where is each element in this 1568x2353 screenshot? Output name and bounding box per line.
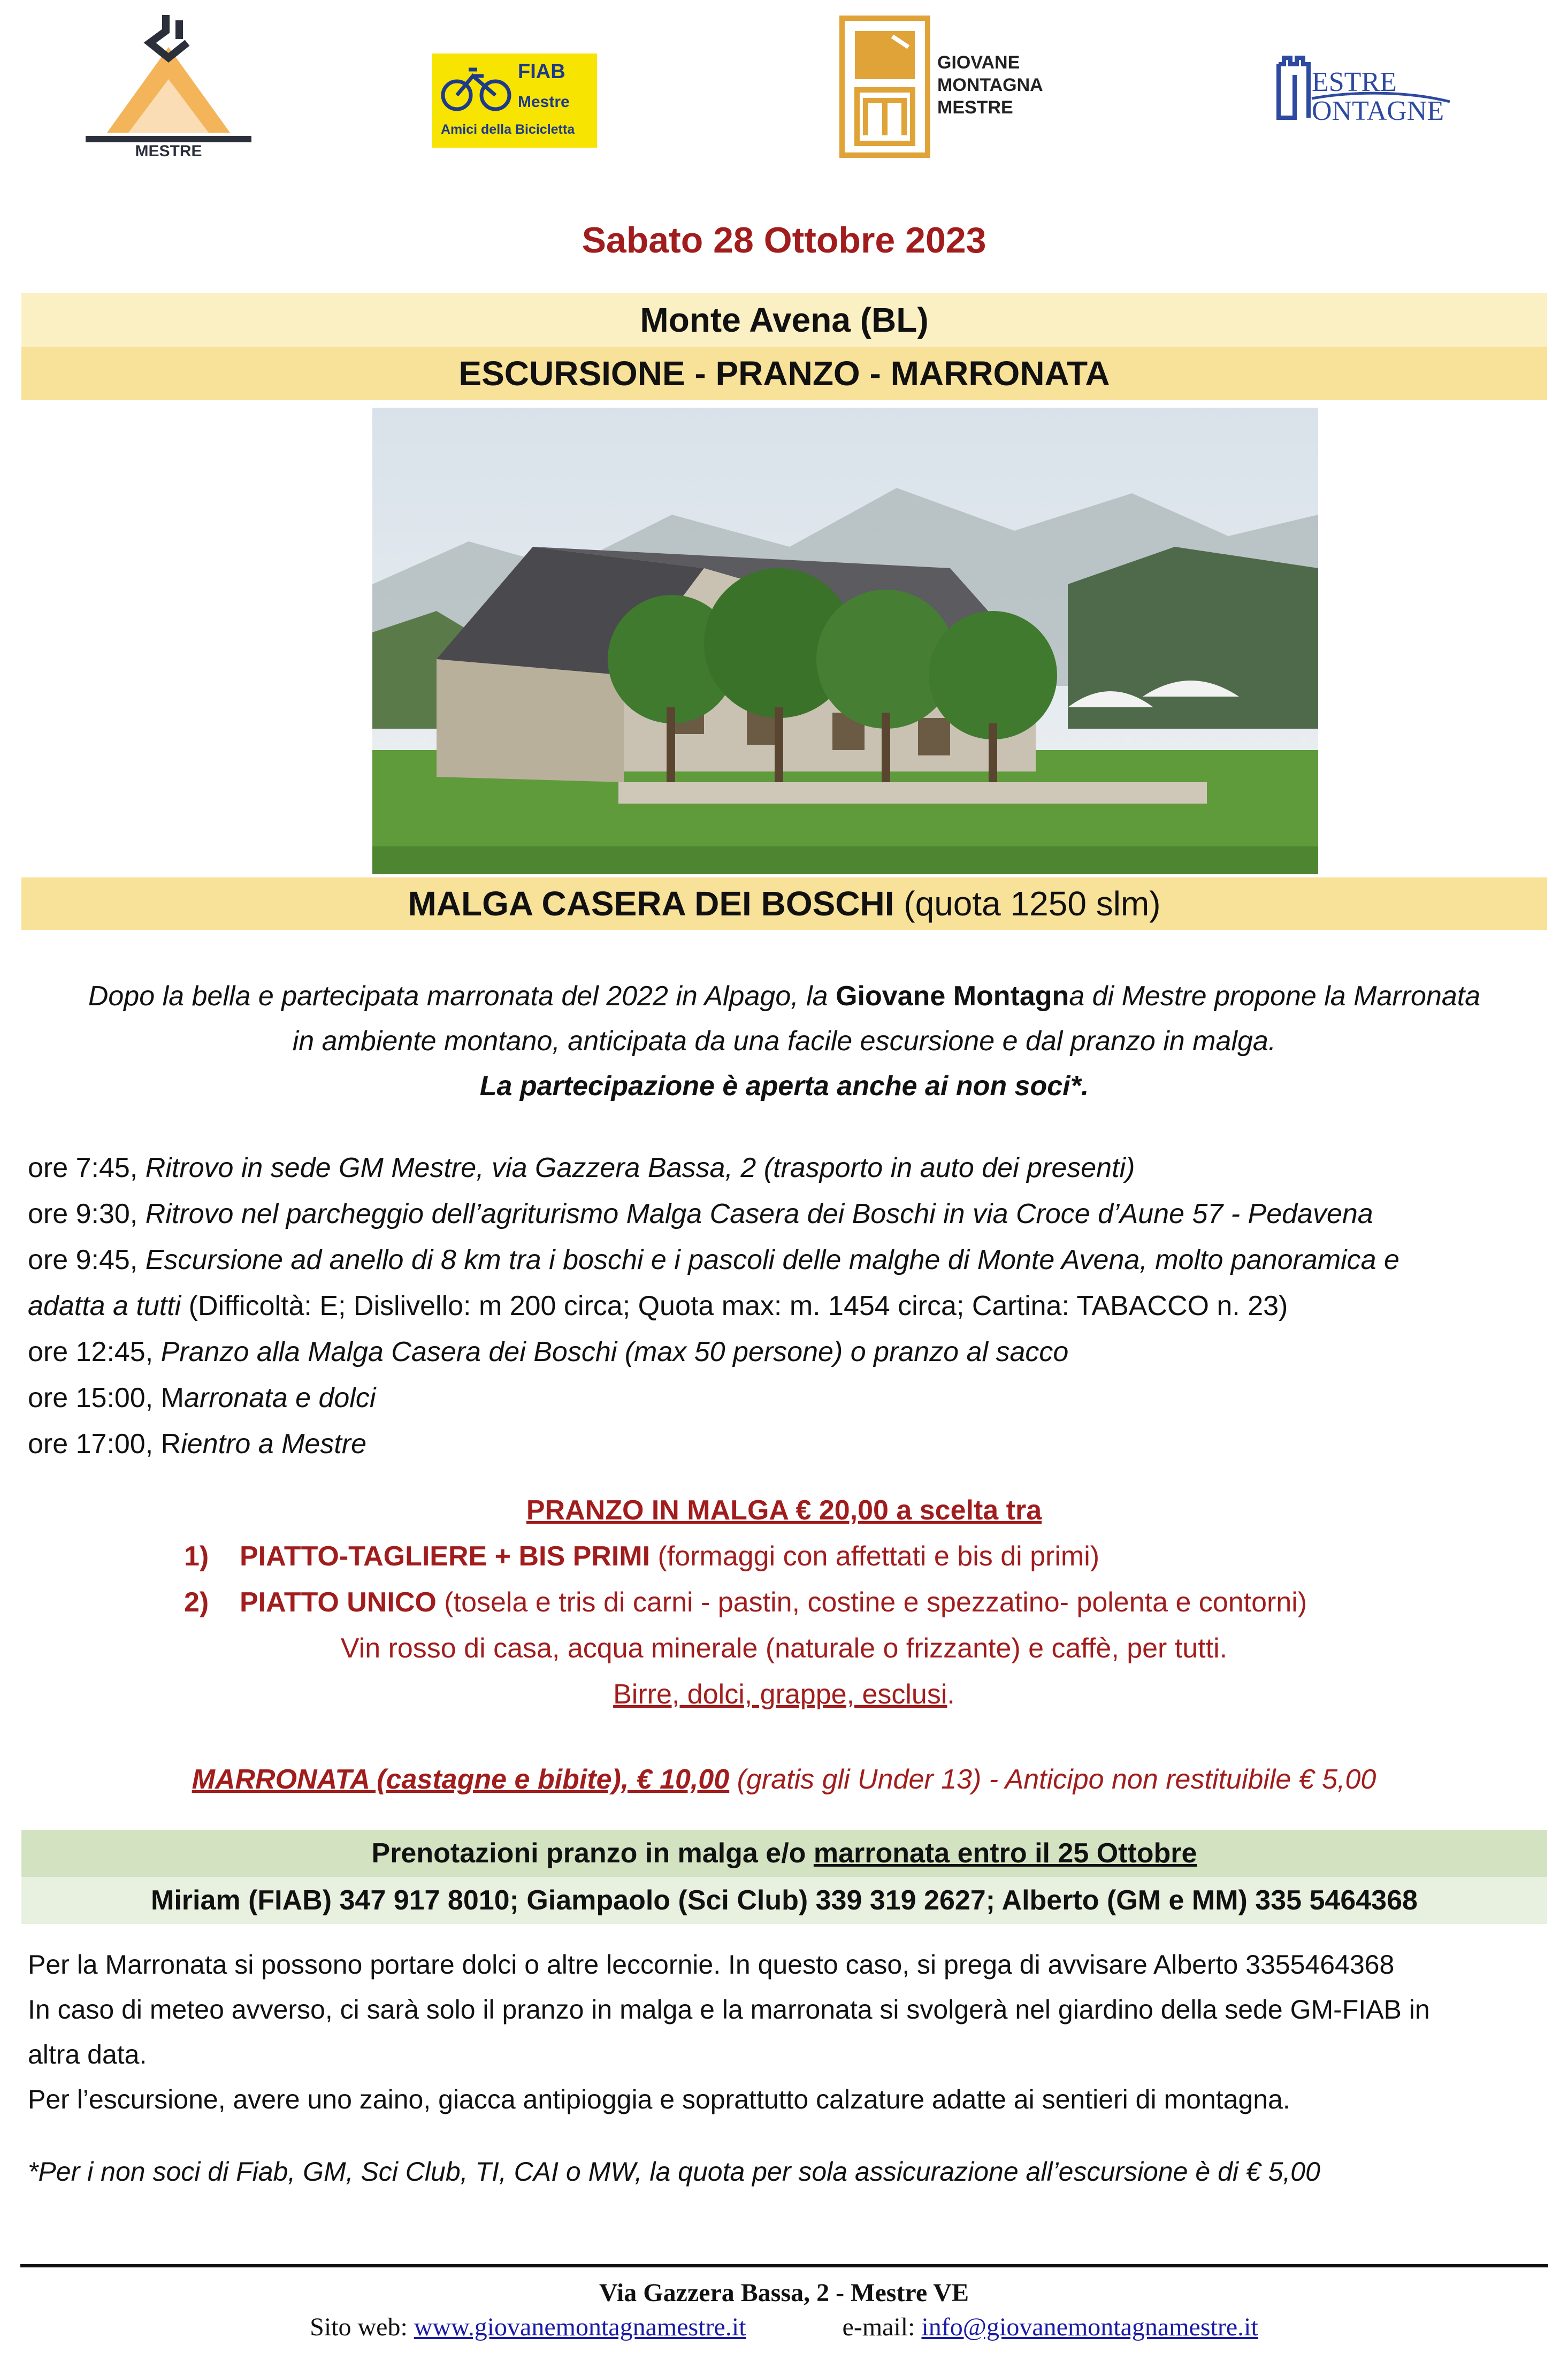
marronata-rest: (gratis gli Under 13) - Anticipo non restituibile € 5,00 [729,1764,1376,1795]
schedule-time: ore 15:00, M [28,1382,184,1414]
booking-heading-a: Prenotazioni pranzo in malga e/o [371,1838,814,1869]
schedule-text: adatta a tutti [28,1290,181,1321]
pranzo-drinks: Vin rosso di casa, acqua minerale (naturale o frizzante) e caffè, per tutti. [340,1633,1228,1664]
schedule-row [28,1191,1552,1237]
event-place: Monte Avena (BL) [21,293,1547,347]
footer-address: Via Gazzera Bassa, 2 - Mestre VE [599,2279,969,2307]
marronata-line [0,1763,1568,1796]
option-desc: (formaggi con affettati e bis di primi) [650,1541,1100,1572]
gm-line2: MONTAGNA [937,75,1043,95]
booking-contacts: Miriam (FIAB) 347 917 8010; Giampaolo (Sci Club) 339 319 2627; Alberto (GM e MM) 335 5464368 [21,1877,1547,1924]
schedule-row [28,1145,1552,1191]
insurance-footnote: *Per i non soci di Fiab, GM, Sci Club, TI, CAI o MW, la quota per sola assicurazione all’escursione è di € 5,00 [28,2157,1320,2187]
note-line: altra data. [28,2039,147,2069]
note-line: In caso di meteo avverso, ci sarà solo il pranzo in malga e la marronata si svolgerà nel giardino della sede GM-FIAB in [28,1995,1430,2025]
malga-photo [372,408,1318,874]
mm-line2: ONTAGNE [1312,96,1444,126]
email-label: e-mail: [842,2313,922,2341]
giovane-montagna-logo [839,15,1064,159]
sci-club-mestre-logo [86,10,251,159]
sci-club-label: MESTRE [135,142,202,159]
intro-line-1 [21,974,1547,1019]
marronata-price: MARRONATA (castagne e bibite), € 10,00 [192,1764,730,1795]
pranzo-option [0,1533,1568,1579]
schedule-text: Ritrovo in sede GM Mestre, via Gazzera Bassa, 2 (trasporto in auto dei presenti) [145,1152,1135,1183]
note-line: Per la Marronata si possono portare dolci o altre leccornie. In questo caso, si prega di avvisare Alberto 3355464368 [28,1950,1395,1980]
booking-heading [21,1830,1547,1877]
intro-line-2: in ambiente montano, anticipata da una facile escursione e dal pranzo in malga. [292,1026,1276,1057]
schedule-time: ore 7:45, [28,1152,146,1183]
pranzo-heading: PRANZO IN MALGA € 20,00 a scelta tra [526,1495,1042,1526]
option-number: 2) [184,1587,209,1618]
pranzo-excluded-line [0,1671,1568,1717]
notes [28,1942,1547,2122]
booking-deadline: marronata entro il 25 Ottobre [813,1838,1197,1869]
intro-text [21,974,1547,1109]
intro-p1-tail: a di Mestre propone la Marronata [1069,981,1481,1012]
gm-line3: MESTRE [937,97,1013,118]
schedule-time: ore 12:45, [28,1336,161,1368]
footer-divider [20,2264,1548,2267]
pranzo-excluded: Birre, dolci, grappe, esclusi [613,1679,947,1710]
option-number: 1) [184,1541,209,1572]
intro-gm-bold: Giovane Montagn [836,981,1069,1012]
venue-title [21,877,1547,930]
fiab-sub: Mestre [518,93,570,111]
schedule-row [28,1421,1552,1467]
schedule-time: ore 9:45, [28,1244,146,1275]
schedule-row [28,1283,1552,1329]
venue-altitude: (quota 1250 slm) [904,884,1161,923]
option-desc: (tosela e tris di carni - pastin, costine e spezzatino- polenta e contorni) [436,1587,1307,1618]
pranzo-option [0,1579,1568,1625]
schedule-row [28,1375,1552,1421]
schedule-text: ientro a Mestre [181,1428,366,1460]
fiab-tag: Amici della Bicicletta [441,122,575,137]
schedule-row [28,1237,1552,1283]
schedule-row [28,1329,1552,1375]
schedule-text: Escursione ad anello di 8 km tra i boschi e i pascoli delle malghe di Monte Avena, molto panoramica e [145,1244,1399,1275]
option-title: PIATTO UNICO [240,1587,437,1618]
fiab-mestre-logo [432,54,597,148]
schedule-time: ore 17:00, R [28,1428,181,1460]
schedule-text: Pranzo alla Malga Casera dei Boschi (max 50 persone) o pranzo al sacco [160,1336,1069,1368]
gm-line1: GIOVANE [937,52,1020,73]
note-line: Per l’escursione, avere uno zaino, giacca antipioggia e soprattutto calzature adatte ai sentieri di montagna. [28,2084,1290,2114]
intro-line-3: La partecipazione è aperta anche ai non soci*. [479,1071,1089,1102]
schedule-text: arronata e dolci [183,1382,376,1414]
schedule-time: ore 9:30, [28,1198,146,1229]
schedule-extra: (Difficoltà: E; Dislivello: m 200 circa; Quota max: m. 1454 circa; Cartina: TABACCO n. 23) [181,1290,1288,1321]
footer-links [0,2312,1568,2342]
event-program: ESCURSIONE - PRANZO - MARRONATA [21,347,1547,400]
schedule [28,1145,1552,1467]
venue-name: MALGA CASERA DEI BOSCHI [408,884,894,923]
option-title: PIATTO-TAGLIERE + BIS PRIMI [240,1541,651,1572]
web-label: Sito web: [310,2313,414,2341]
fiab-title: FIAB [518,60,565,83]
pranzo-section [0,1487,1568,1717]
event-date: Sabato 28 Ottobre 2023 [582,220,986,261]
mm-line1: ESTRE [1312,67,1397,97]
pranzo-excluded-dot: . [947,1679,955,1710]
email-link[interactable]: info@giovanemontagnamestre.it [921,2313,1258,2341]
mestre-montagne-logo [1273,54,1455,134]
schedule-text: Ritrovo nel parcheggio dell’agriturismo Malga Casera dei Boschi in via Croce d’Aune 57 - Pedavena [145,1198,1373,1229]
intro-p1: Dopo la bella e partecipata marronata del 2022 in Alpago, la [88,981,836,1012]
website-link[interactable]: www.giovanemontagnamestre.it [414,2313,746,2341]
